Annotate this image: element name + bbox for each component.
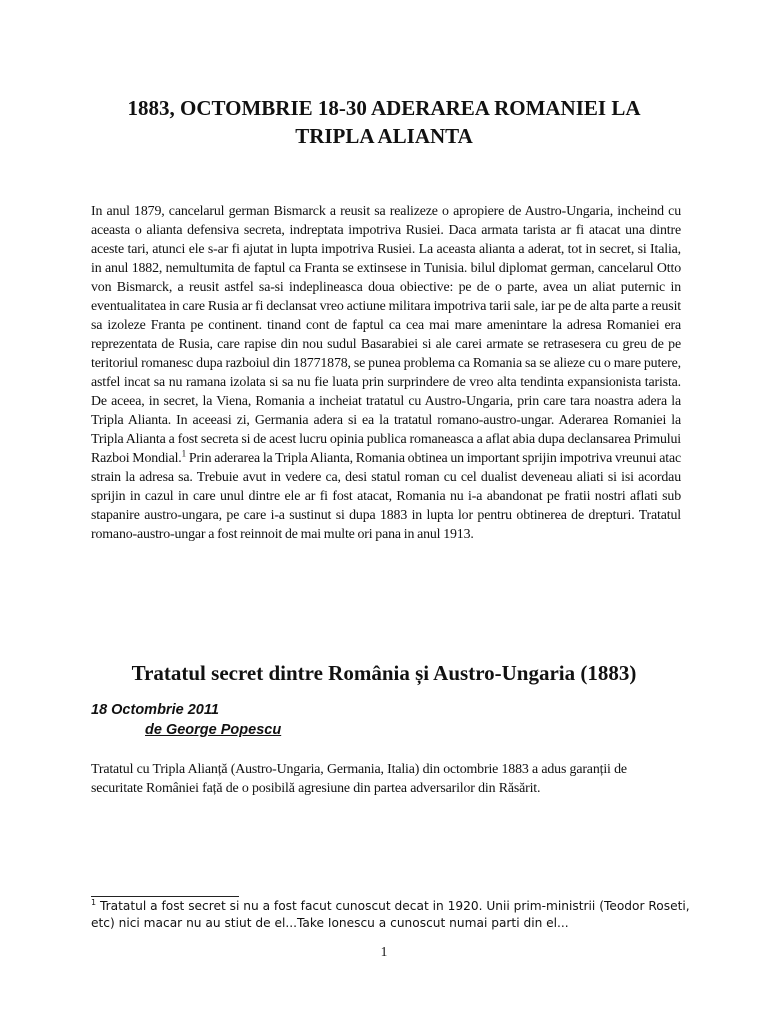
- page-number: 1: [380, 944, 388, 959]
- main-paragraph-part-2: Prin aderarea la Tripla Alianta, Romania obtinea un important sprijin impotriva vreunui atac strain la adresa sa. Trebuie avut in vedere ca, desi statul roman cu cel dualist deveneau aliati si isi acordau sprijin in cazul in care unul dintre ele ar fi fost atacat, Romania nu i-a abandonat pe fratii nostri aflati sub stapanire austro-ungara, pe care i-a sustinut si dupa 1883 in lupta lor pentru obtinerea de drepturi. Tratatul romano-austro-ungar a fost reinnoit de mai multe ori pana in anul 1913.: [91, 451, 681, 542]
- article-author: de George Popescu: [145, 722, 282, 738]
- article-intro: Tratatul cu Tripla Alianță (Austro-Ungaria, Germania, Italia) din octombrie 1883 a adus garanții de securitate României față de o posibilă agresiune din partea adversarilor din Răsărit.: [91, 762, 627, 796]
- footnote-marker: 1: [91, 897, 97, 907]
- main-paragraph: [91, 202, 681, 544]
- document-title: 1883, OCTOMBRIE 18-30 ADERAREA ROMANIEI LA TRIPLA ALIANTA: [127, 96, 641, 148]
- footnote: [91, 898, 691, 932]
- footnote-separator: [91, 896, 239, 897]
- footnote-reference[interactable]: 1: [181, 448, 186, 459]
- article-subtitle: Tratatul secret dintre România și Austro-Ungaria (1883): [131, 661, 637, 685]
- article-date: 18 Octombrie 2011: [91, 702, 219, 718]
- footnote-text: Tratatul a fost secret si nu a fost facut cunoscut decat in 1920. Unii prim-ministrii (Teodor Roseti, etc) nici macar nu au stiut de el...Take Ionescu a cunoscut numai parti din el...: [91, 899, 690, 930]
- main-paragraph-part-1: In anul 1879, cancelarul german Bismarck a reusit sa realizeze o apropiere de Austro-Ungaria, incheind cu aceasta o alianta defensiva secreta, indreptata impotriva Rusiei. Daca armata tarista ar fi atacat una dintre aceste tari, atunci ele s-ar fi ajutat in lupta impotriva Rusiei. La aceasta alianta a aderat, tot in secret, si Italia, in anul 1882, nemultumita de faptul ca Franta se extinsese in Tunisia. bilul diplomat german, cancelarul Otto von Bismarck, a reusit astfel sa-si indeplineasca doua obiective: pe de o parte, avea un aliat puternic in eventualitatea in care Rusia ar fi declansat vreo actiune militara impotriva tarii sale, iar pe de alta parte a reusit sa izoleze Franta pe continent. tinand cont de faptul ca cea mai mare amenintare la adresa Romaniei era reprezentata de Rusia, care rapise din nou sudul Basarabiei si ale carei armate se retrasesera cu greu de pe teritoriul romanesc dupa razboiul din 18771878, se punea problema ca Romania sa se alieze cu o mare putere, astfel incat sa nu ramana izolata si sa nu fie luata prin surprindere de vreo alta tendinta expansionista tarista. De aceea, in secret, la Viena, Romania a incheiat tratatul cu Austro-Ungaria, prin care tara noastra adera la Tripla Alianta. In aceeasi zi, Germania adera si ea la tratatul romano-austro-ungar. Aderarea Romaniei la Tripla Alianta a fost secreta si de acest lucru opinia publica romaneasca a aflat abia dupa declansarea Primului Razboi Mondial.: [91, 204, 681, 466]
